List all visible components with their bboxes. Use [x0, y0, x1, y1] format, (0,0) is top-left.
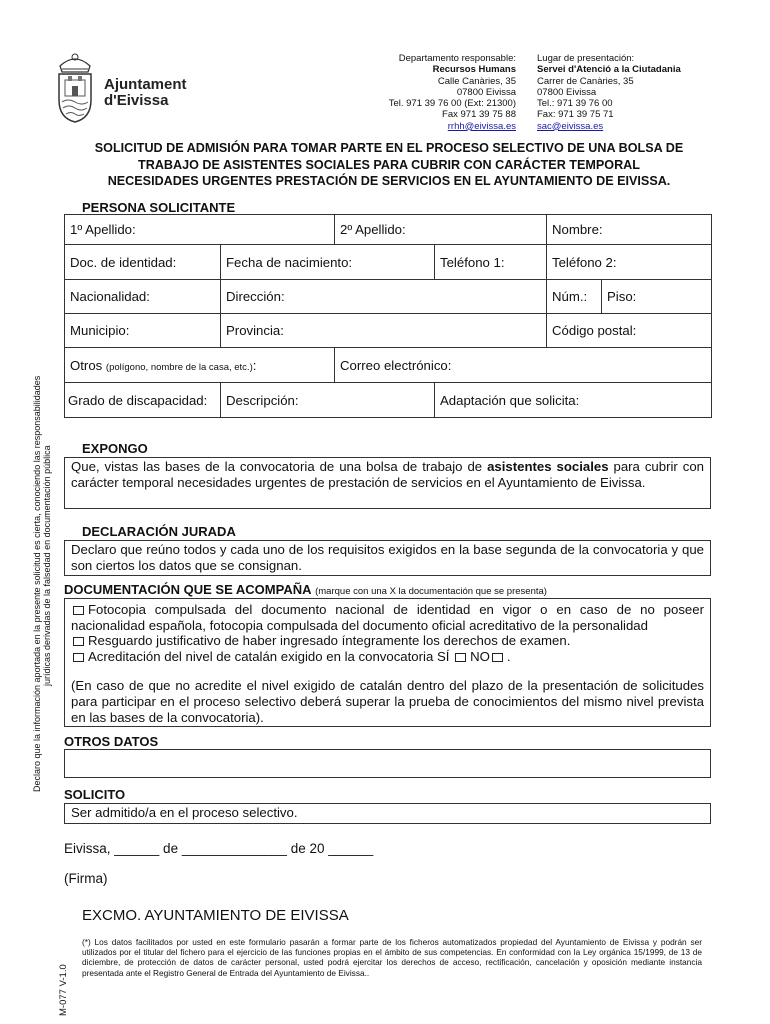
place-tel: Tel.: 971 39 76 00	[537, 98, 613, 110]
side-declaration-line1: Declaro que la información aportada en la presente solicitud es cierta, conociendo las responsabilidades	[32, 375, 42, 792]
date-line[interactable]: Eivissa, ______ de ______________ de 20 ______	[64, 841, 374, 856]
province-field[interactable]: Provincia:	[221, 314, 547, 348]
place-email-link[interactable]: sac@eivissa.es	[537, 120, 604, 132]
catalan-yes-checkbox[interactable]	[455, 653, 466, 662]
description-field[interactable]: Descripción:	[221, 383, 435, 418]
presentation-place-block	[537, 53, 681, 132]
catalan-checkbox[interactable]	[73, 653, 84, 662]
documentacion-header	[64, 582, 547, 597]
org-name-line1: Ajuntament	[104, 76, 187, 93]
doc-item-dni	[71, 602, 704, 633]
applicant-heading: PERSONA SOLICITANTE	[82, 200, 236, 215]
solicito-box: Ser admitido/a en el proceso selectivo.	[64, 803, 711, 824]
name-field[interactable]: Nombre:	[547, 215, 712, 245]
department-city: 07800 Eivissa	[456, 86, 516, 98]
documentacion-box	[64, 598, 711, 727]
place-fax: Fax: 971 39 75 71	[537, 109, 614, 121]
postal-code-field[interactable]: Código postal:	[547, 314, 712, 348]
surname1-field[interactable]: 1º Apellido:	[65, 215, 335, 245]
catalan-no-checkbox[interactable]	[492, 653, 503, 662]
department-email-link[interactable]: rrhh@eivissa.es	[447, 120, 516, 132]
coat-of-arms-logo	[52, 52, 98, 124]
expongo-text-a: Que, vistas las bases de la convocatoria de una bolsa de trabajo de	[71, 459, 488, 474]
title-line2: TRABAJO DE ASISTENTES SOCIALES PARA CUBRIR CON CARÁCTER TEMPORAL	[138, 157, 640, 172]
municipality-field[interactable]: Municipio:	[65, 314, 221, 348]
email-field[interactable]: Correo electrónico:	[335, 348, 712, 383]
org-name-line2: d'Eivissa	[104, 92, 169, 109]
declaracion-heading: DECLARACIÓN JURADA	[82, 524, 236, 539]
department-block	[389, 53, 516, 132]
title-line3: NECESIDADES URGENTES PRESTACIÓN DE SERVICIOS EN EL AYUNTAMIENTO DE EIVISSA.	[107, 174, 671, 188]
place-address: Carrer de Canàries, 35	[537, 75, 634, 87]
doc-item-catalan: Acreditación del nivel de catalán exigido en la convocatoria SÍ NO .	[71, 649, 704, 665]
other-hint: (polígono, nombre de la casa, etc.)	[105, 361, 253, 373]
other-colon: :	[252, 357, 257, 373]
phone1-field[interactable]: Teléfono 1:	[435, 245, 547, 280]
expongo-box	[64, 457, 711, 509]
applicant-table	[64, 214, 712, 418]
nationality-field[interactable]: Nacionalidad:	[65, 280, 221, 314]
signature-label: (Firma)	[64, 871, 108, 886]
department-tel: Tel. 971 39 76 00 (Ext: 21300)	[388, 98, 516, 110]
disability-degree-field[interactable]: Grado de discapacidad:	[65, 383, 221, 418]
surname2-field[interactable]: 2º Apellido:	[335, 215, 547, 245]
catalan-no-label: NO	[470, 648, 490, 664]
other-label: Otros	[70, 357, 103, 373]
department-label: Departamento responsable:	[398, 53, 516, 64]
birthdate-field[interactable]: Fecha de nacimiento:	[221, 245, 435, 280]
doc-item-catalan-text: Acreditación del nivel de catalán exigido en la convocatoria SÍ	[88, 648, 450, 664]
side-declaration-line2: jurídicas derivadas de la falsedad en documentación pública	[42, 445, 52, 686]
catalan-note: (En caso de que no acredite el nivel exigido de catalán dentro del plazo de la presentación de solicitudes para participar en el proceso selectivo deberá superar la prueba de conocimientos del mismo nivel prevista en las bases de la convocatoria).	[71, 678, 704, 725]
doc-item-dni-text: Fotocopia compulsada del documento nacional de identidad en vigor o en caso de no poseer nacionalidad española, fotocopia compulsada del documento oficial acreditativo de la personalidad	[71, 602, 704, 633]
dni-checkbox[interactable]	[73, 606, 84, 615]
floor-field[interactable]: Piso:	[602, 280, 712, 314]
department-address: Calle Canàries, 35	[437, 75, 516, 87]
otros-datos-field[interactable]	[64, 749, 711, 778]
form-code: M-077 V-1.0	[58, 964, 69, 1016]
solicito-heading: SOLICITO	[64, 787, 126, 802]
otros-datos-heading: OTROS DATOS	[64, 734, 159, 749]
address-field[interactable]: Dirección:	[221, 280, 547, 314]
org-name	[104, 77, 187, 109]
department-name: Recursos Humans	[432, 64, 516, 76]
phone2-field[interactable]: Teléfono 2:	[547, 245, 712, 280]
documentacion-hint: (marque con una X la documentación que se presenta)	[315, 586, 547, 597]
doc-item-fee-text: Resguardo justificativo de haber ingresado íntegramente los derechos de examen.	[88, 633, 571, 649]
place-name: Servei d'Atenció a la Ciutadania	[537, 64, 681, 76]
other-address-field[interactable]	[65, 348, 335, 383]
addressee: EXCMO. AYUNTAMIENTO DE EIVISSA	[82, 907, 349, 924]
declaracion-box: Declaro que reúno todos y cada uno de los requisitos exigidos en la base segunda de la convocatoria y que son ciertos los datos que se consignan.	[64, 540, 711, 576]
form-title	[66, 140, 712, 190]
number-field[interactable]: Núm.:	[547, 280, 602, 314]
documentacion-heading: DOCUMENTACIÓN QUE SE ACOMPAÑA	[64, 582, 312, 597]
place-city: 07800 Eivissa	[537, 86, 597, 98]
expongo-heading: EXPONGO	[82, 441, 148, 456]
fee-checkbox[interactable]	[73, 637, 84, 646]
department-fax: Fax 971 39 75 88	[442, 109, 516, 121]
privacy-footer: (*) Los datos facilitados por usted en este formulario pasarán a formar parte de los ficheros automatizados propiedad del Ayuntamiento de Eivissa y podrán ser utilizados por el titular del fichero para el ejercicio de las funciones propias en el ámbito de sus competencias. En conformidad con la Ley orgánica 15/1999, de 13 de diciembre, de protección de datos de carácter personal, usted podrá ejercitar los derechos de acceso, rectificación, cancelación y oposición mediante instancia presentada ante el Registro General de Entrada del Ayuntamiento de Eivissa..	[82, 937, 702, 978]
id-doc-field[interactable]: Doc. de identidad:	[65, 245, 221, 280]
expongo-text-bold: asistentes sociales	[487, 459, 609, 474]
doc-item-fee	[71, 633, 704, 649]
place-label: Lugar de presentación:	[537, 53, 635, 64]
adaptation-field[interactable]: Adaptación que solicita:	[435, 383, 712, 418]
title-line1: SOLICITUD DE ADMISIÓN PARA TOMAR PARTE EN EL PROCESO SELECTIVO DE UNA BOLSA DE	[94, 141, 684, 155]
expongo-text-b: para cubrir con carácter temporal necesidades urgentes de prestación de servicios en el Ayuntamiento de Eivissa.	[71, 459, 704, 490]
